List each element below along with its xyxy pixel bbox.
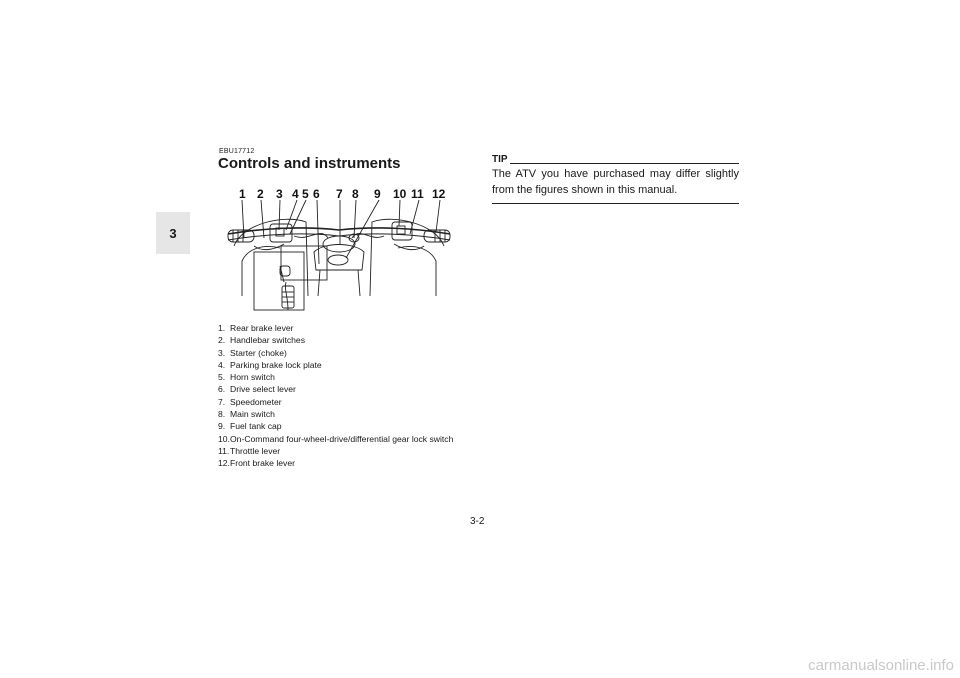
callout-8: 8 bbox=[352, 187, 359, 201]
tip-rule-top bbox=[510, 163, 739, 164]
tip-label: TIP bbox=[492, 154, 508, 165]
callout-7: 7 bbox=[336, 187, 343, 201]
callout-11: 11 bbox=[411, 187, 424, 201]
right-switch-cluster bbox=[392, 222, 412, 240]
legend-item: 6. Drive select lever bbox=[218, 384, 296, 395]
callout-10: 10 bbox=[393, 187, 407, 201]
handlebar bbox=[228, 228, 450, 234]
callout-2: 2 bbox=[257, 187, 264, 201]
inset-frame bbox=[254, 252, 304, 310]
callout-12: 12 bbox=[432, 187, 446, 201]
legend-item: 5. Horn switch bbox=[218, 372, 275, 383]
speedometer-shape bbox=[323, 236, 355, 252]
controls-illustration bbox=[224, 186, 454, 314]
legend-item: 2. Handlebar switches bbox=[218, 335, 305, 346]
legend-item: 8. Main switch bbox=[218, 409, 275, 420]
legend-item: 4. Parking brake lock plate bbox=[218, 359, 322, 370]
legend-item: 12. Front brake lever bbox=[218, 458, 295, 469]
tip-body: The ATV you have purchased may differ slightly from the figures shown in this manual. bbox=[492, 168, 739, 196]
fuel-tank bbox=[314, 245, 364, 271]
callout-3: 3 bbox=[276, 187, 283, 201]
legend-item: 3. Starter (choke) bbox=[218, 347, 287, 358]
atv-handlebar-drawing bbox=[224, 186, 454, 314]
watermark[interactable]: carmanualsonline.info bbox=[808, 657, 954, 674]
tip-header bbox=[492, 155, 739, 165]
callout-6: 6 bbox=[313, 187, 320, 201]
section-code: EBU17712 bbox=[219, 148, 255, 155]
section-title: Controls and instruments bbox=[218, 155, 401, 172]
legend-item: 1. Rear brake lever bbox=[218, 323, 294, 333]
tip-box bbox=[492, 155, 739, 204]
chapter-tab: 3 bbox=[156, 212, 190, 254]
legend-item: 10. On-Command four-wheel-drive/differential gear lock switch bbox=[218, 433, 454, 444]
callout-4: 4 bbox=[292, 187, 299, 201]
legend-item: 7. Speedometer bbox=[218, 396, 282, 407]
legend-item: 11. Throttle lever bbox=[218, 445, 281, 456]
tip-rule-bottom bbox=[492, 203, 739, 204]
callout-1: 1 bbox=[239, 187, 246, 201]
page-number: 3-2 bbox=[470, 516, 485, 527]
callout-5: 5 bbox=[302, 187, 309, 201]
left-switch-cluster bbox=[270, 224, 292, 242]
fuel-cap-shape bbox=[328, 255, 348, 265]
legend-item: 9. Fuel tank cap bbox=[218, 421, 282, 432]
callout-9: 9 bbox=[374, 187, 381, 201]
parts-legend bbox=[218, 322, 468, 470]
